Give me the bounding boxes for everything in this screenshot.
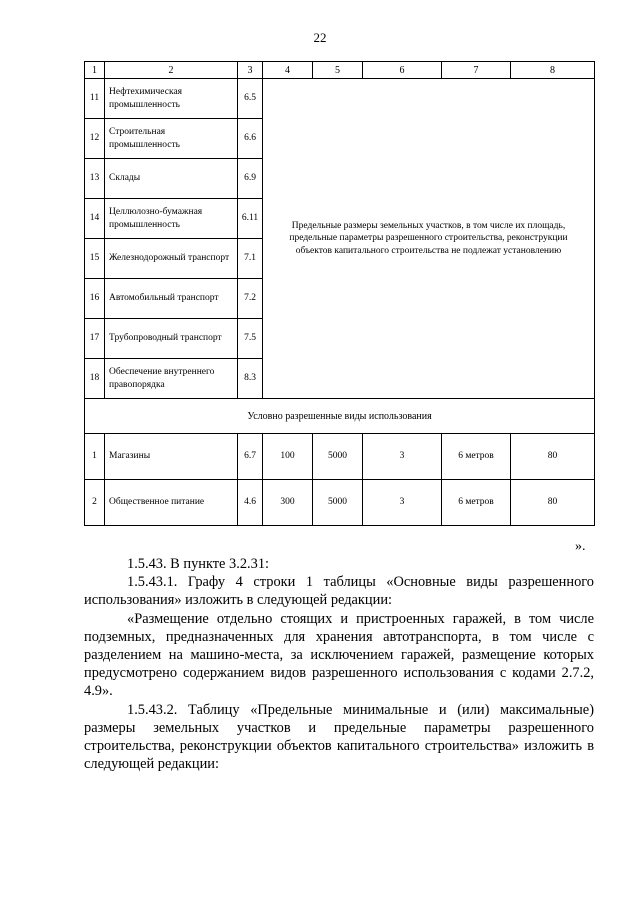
merged-note: Предельные размеры земельных участков, в том числе их площадь, предельные параметры разрешенного строительства, реконструкции объектов капитального строительства не подлежат установлению	[263, 79, 595, 399]
cell-col5: 5000	[313, 480, 363, 526]
page-number: 22	[313, 30, 327, 45]
row-number: 18	[85, 359, 105, 399]
use-name: Автомобильный транспорт	[105, 279, 238, 319]
row-number: 17	[85, 319, 105, 359]
column-header: 5	[313, 62, 363, 79]
section-title: Условно разрешенные виды использования	[85, 399, 595, 434]
use-code: 7.1	[238, 239, 263, 279]
use-code: 6.9	[238, 159, 263, 199]
use-code: 6.5	[238, 79, 263, 119]
cell-col7: 6 метров	[442, 480, 511, 526]
column-header: 6	[363, 62, 442, 79]
use-name: Целлюлозно-бумажная промышленность	[105, 199, 238, 239]
row-number: 16	[85, 279, 105, 319]
cell-col6: 3	[363, 480, 442, 526]
column-header: 1	[85, 62, 105, 79]
cell-col4: 300	[263, 480, 313, 526]
paragraph: «Размещение отдельно стоящих и пристроенных гаражей, в том числе подземных, предназначенных для хранения автотранспорта, в том числе с разделением на машино-места, за исключением гаражей, размещение которых предусмотрено содержанием видов разрешенного использования с кодами 2.7.2, 4.9».	[84, 610, 594, 700]
use-name: Железнодорожный транспорт	[105, 239, 238, 279]
section-title-row	[85, 399, 595, 434]
use-name: Общественное питание	[105, 480, 238, 526]
table-row	[85, 434, 595, 480]
use-name: Трубопроводный транспорт	[105, 319, 238, 359]
paragraph: 1.5.43.1. Графу 4 строки 1 таблицы «Основные виды разрешенного использования» изложить в следующей редакции:	[84, 574, 594, 609]
use-name: Строительная промышленность	[105, 119, 238, 159]
cell-col4: 100	[263, 434, 313, 480]
row-number: 1	[85, 434, 105, 480]
use-code: 7.2	[238, 279, 263, 319]
use-code: 4.6	[238, 480, 263, 526]
cell-col5: 5000	[313, 434, 363, 480]
row-number: 12	[85, 119, 105, 159]
paragraph: 1.5.43. В пункте 3.2.31:	[127, 556, 270, 572]
column-header: 7	[442, 62, 511, 79]
row-number: 15	[85, 239, 105, 279]
body-text	[84, 555, 594, 773]
use-code: 8.3	[238, 359, 263, 399]
cell-col8: 80	[511, 434, 595, 480]
column-header: 8	[511, 62, 595, 79]
row-number: 14	[85, 199, 105, 239]
use-code: 6.7	[238, 434, 263, 480]
column-header: 2	[105, 62, 238, 79]
row-number: 11	[85, 79, 105, 119]
use-name: Склады	[105, 159, 238, 199]
closing-quote: ».	[575, 539, 586, 554]
zoning-table	[84, 61, 595, 526]
table-row	[85, 79, 595, 119]
row-number: 13	[85, 159, 105, 199]
use-name: Магазины	[105, 434, 238, 480]
use-name: Обеспечение внутреннего правопорядка	[105, 359, 238, 399]
table-header-row	[85, 62, 595, 79]
column-header: 4	[263, 62, 313, 79]
cell-col7: 6 метров	[442, 434, 511, 480]
column-header: 3	[238, 62, 263, 79]
row-number: 2	[85, 480, 105, 526]
paragraph: 1.5.43.2. Таблицу «Предельные минимальные и (или) максимальные) размеры земельных участков и предельные параметры разрешенного строительства, реконструкции объектов капитального строительства» изложить в следующей редакции:	[84, 701, 594, 773]
use-code: 6.6	[238, 119, 263, 159]
table-row	[85, 480, 595, 526]
cell-col8: 80	[511, 480, 595, 526]
use-name: Нефтехимическая промышленность	[105, 79, 238, 119]
use-code: 7.5	[238, 319, 263, 359]
cell-col6: 3	[363, 434, 442, 480]
use-code: 6.11	[238, 199, 263, 239]
